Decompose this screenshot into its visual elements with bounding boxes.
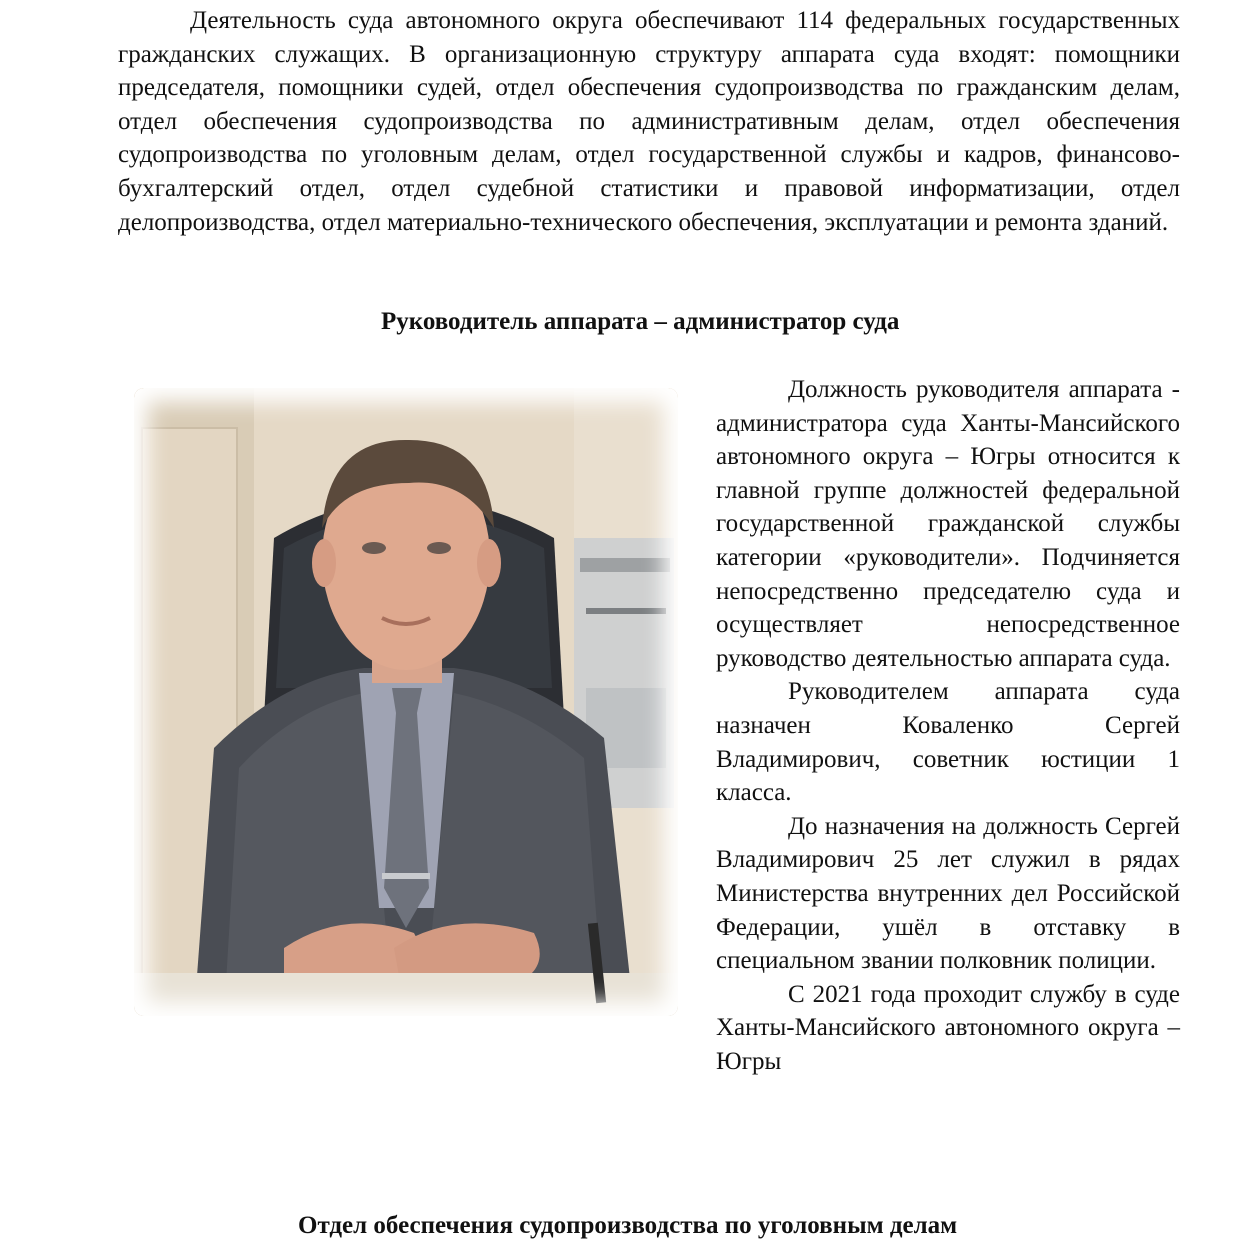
portrait-illustration [134, 388, 678, 1016]
biography-text [716, 373, 1180, 1078]
next-section-heading: Отдел обеспечения судопроизводства по уголовным делам [298, 1212, 958, 1239]
biography-paragraph: До назначения на должность Сергей Владимирович 25 лет служил в рядах Министерства внутренних дел Российской Федерации, ушёл в отставку в специальном звании полковник полиции. [716, 812, 1180, 975]
biography-paragraph: Руководителем аппарата суда назначен Коваленко Сергей Владимирович, советник юстиции 1 класса. [716, 678, 1180, 807]
biography-paragraph: С 2021 года проходит службу в суде Ханты-Мансийского автономного округа – Югры [716, 980, 1180, 1075]
intro-paragraph: Деятельность суда автономного округа обеспечивают 114 федеральных государственных гражданских служащих. В организационную структуру аппарата суда входят: помощники председателя, помощники судей, отдел обеспечения судопроизводства по гражданским делам, отдел обеспечения судопроизводства по административным делам, отдел обеспечения судопроизводства по уголовным делам, отдел государственной службы и кадров, финансово-бухгалтерский отдел, отдел судебной статистики и правовой информатизации, отдел делопроизводства, отдел материально-технического обеспечения, эксплуатации и ремонта зданий. [118, 7, 1180, 236]
section-heading: Руководитель аппарата – администратор суда [381, 308, 900, 335]
portrait-photo-icon [134, 388, 678, 1016]
portrait-photo [128, 382, 684, 1022]
biography-paragraph: Должность руководителя аппарата - администратора суда Ханты-Мансийского автономного округа – Югры относится к главной группе должностей федеральной государственной гражданской службы категории «руководители». Подчиняется непосредственно председателю суда и осуществляет непосредственное руководство деятельностью аппарата суда. [716, 376, 1180, 672]
